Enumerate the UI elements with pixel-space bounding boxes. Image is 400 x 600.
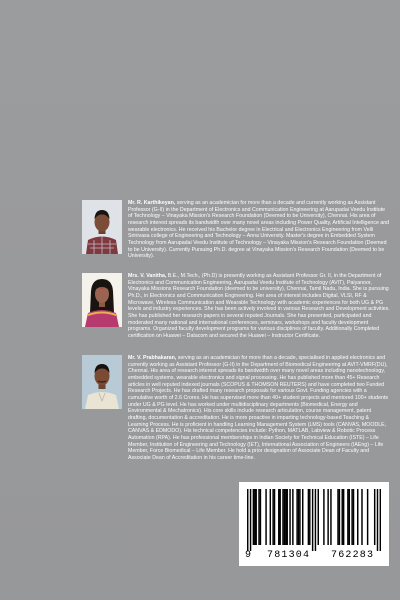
barcode-bar (343, 489, 344, 545)
barcode-bar (361, 489, 362, 545)
author-photo-prabhakaran (82, 355, 122, 409)
barcode-bars (247, 489, 381, 551)
barcode-bar (274, 489, 275, 545)
author-bio-vanitha (82, 273, 390, 340)
barcode-bar (315, 489, 316, 551)
barcode-bar (374, 489, 375, 545)
barcode-bar (247, 489, 248, 551)
barcode-bar (285, 489, 286, 545)
barcode-bar (318, 489, 319, 545)
barcode-bar (255, 489, 256, 545)
barcode-bar (292, 489, 293, 545)
barcode-bar (298, 489, 299, 545)
barcode-bar (289, 489, 290, 545)
author-bio-body: serving as an academician for more than a decade and currently working as Assistant Professor (G-II) in the Department of Electronics and Communication Engineering at Aarupadai Veedu Institute of Technology – Vinayaka Mission's Research Foundation (Deemed to be University), Chennai. His area of research interest spreads its bandwidth over many novel areas including Power Quality, Artificial Intelligence and wearable electronics. He received his Bachelor degree in Electrical and Electronics Engineering from Velli Srinivasa college of Engineering and Technology – Anna University. Master's degree in Embedded System Technology from Aarupadai Veedu Institute of Technology – Vinayaka Mission's Research Foundation (Deemed to be University). Currently Pursuing Ph.D. degree at Vinayaka Mission's Research Foundation (Deemed to be University). (128, 200, 390, 260)
author-bio-karthikeyan (82, 200, 390, 260)
barcode-right-digits: 762283 (331, 550, 375, 561)
barcode-bar (312, 489, 313, 551)
barcode-bar (380, 489, 381, 551)
barcode-bar (330, 489, 331, 545)
barcode-lead-digit: 9 (245, 550, 252, 561)
barcode-bar (299, 489, 300, 545)
barcode-bar (309, 489, 310, 545)
barcode-bar (353, 489, 354, 545)
barcode-bar (351, 489, 352, 545)
barcode-bar (270, 489, 271, 545)
barcode-bar (272, 489, 273, 545)
barcode-bar (337, 489, 338, 545)
barcode-bar (253, 489, 254, 545)
isbn-barcode (239, 482, 389, 566)
barcode-bar (284, 489, 285, 545)
barcode-bar (265, 489, 266, 545)
barcode-bar (349, 489, 350, 545)
author-name: Mr. V. Prabhakaran, (128, 355, 177, 361)
barcode-bar (278, 489, 279, 545)
barcode-bar (250, 489, 251, 551)
barcode-bar (367, 489, 368, 545)
barcode-bar (302, 489, 303, 545)
barcode-bar (357, 489, 358, 545)
barcode-bar (254, 489, 255, 545)
author-bio-text (128, 355, 390, 462)
barcode-bar (377, 489, 378, 551)
barcode-left-digits: 781304 (267, 550, 311, 561)
barcode-bar (296, 489, 297, 545)
barcode-bar (286, 489, 287, 545)
author-photo-vanitha (82, 273, 122, 327)
barcode-bar (308, 489, 309, 545)
author-bio-text (128, 273, 390, 340)
barcode-bar (323, 489, 324, 545)
barcode-digits (245, 550, 383, 562)
author-bio-text (128, 200, 390, 260)
author-photo-karthikeyan (82, 200, 122, 254)
author-bio-prabhakaran (82, 355, 390, 462)
barcode-bar (339, 489, 340, 545)
author-name: Mrs. V. Vanitha, (128, 273, 167, 279)
barcode-bar (279, 489, 280, 545)
author-bio-body: B.E., M.Tech., (Ph.D) is presently working as Assistant Professor Gr. II, in the Department of Electronics and Communication Engineering, Aarupadai Veedu Institute of Technology (AVIT), Paiyanoor, Vinayaka Missions Research Foundation (deemed to be university), Chennai, Tamil Nadu, India. She is pursuing Ph.D., in Electronics and Communication Engineering. Her area of interest includes Digital, VLSI, RF & Microwave, Wireless Communication and Wearable Technology with academic experiences for both UG & PG levels and industry experiences. She has been actively involved in various Research and Development activities. She has published her research papers in several reputed Journals. She has presented, participated and moderated many national and international conferences, seminars, workshops and faculty development programs. Organized faculty development programs for various disciplines of faculty. Additionally Completed certification on Huawei – Datacom and secured the Huawei – Instructor Certificate. (128, 273, 390, 339)
author-bio-body: serving as an academician for more than a decade, specialised in applied electronics and currently working as Assistant Professor (G-II) in the Department of Biomedical Engineering at AVIT-VMRF(DU), Chennai. His area of research interest spreads its bandwidth over many novel areas including nanotechnology, embedded systems, wearable electronics and signal processing. He has published more than 45+ Research articles in well reputed indexed journals (SCOPUS & THOMSON REUTERS) and have completed two Funded Research Projects. He has drafted many research proposals for various Govt. Funding agencies with a cumulative worth of 2.6 Crores. He has supervised more than 40+ student projects and mentored 100+ students under UG & PG level. He has worked under multidisciplinary departments (Biomedical, Energy and Environmental & Mechatronics). His core skills include research articulation, course management, patent drafting, documentation & accreditation. He is more proactive in imparting technology-based Teaching & Learning Process. He is proficient in handling Learning Management System (LMS) tools (CANVAS, MOODLE, CANVAS & EDMODO). His technical competencies include: Python, MATLAB, Labview & Robotic Process Automation (RPA). He has professional memberships in Indian Society for Technical Education (ISTE) – Life Member, Institution of Engineering and Technology (IET), International Association of Engineers (IAEng) – Life Member, Force Biomedical – Life Member. He hold a prior designation of Associate Dean of Faculty and Associate Dean of Accreditation in his career time-line. (128, 355, 389, 461)
barcode-bar (258, 489, 259, 545)
barcode-bar (282, 489, 283, 545)
barcode-bar (260, 489, 261, 545)
barcode-bar (347, 489, 348, 545)
barcode-bar (342, 489, 343, 545)
author-name: Mr. R. Karthikeyan, (128, 200, 176, 206)
barcode-bar (327, 489, 328, 545)
